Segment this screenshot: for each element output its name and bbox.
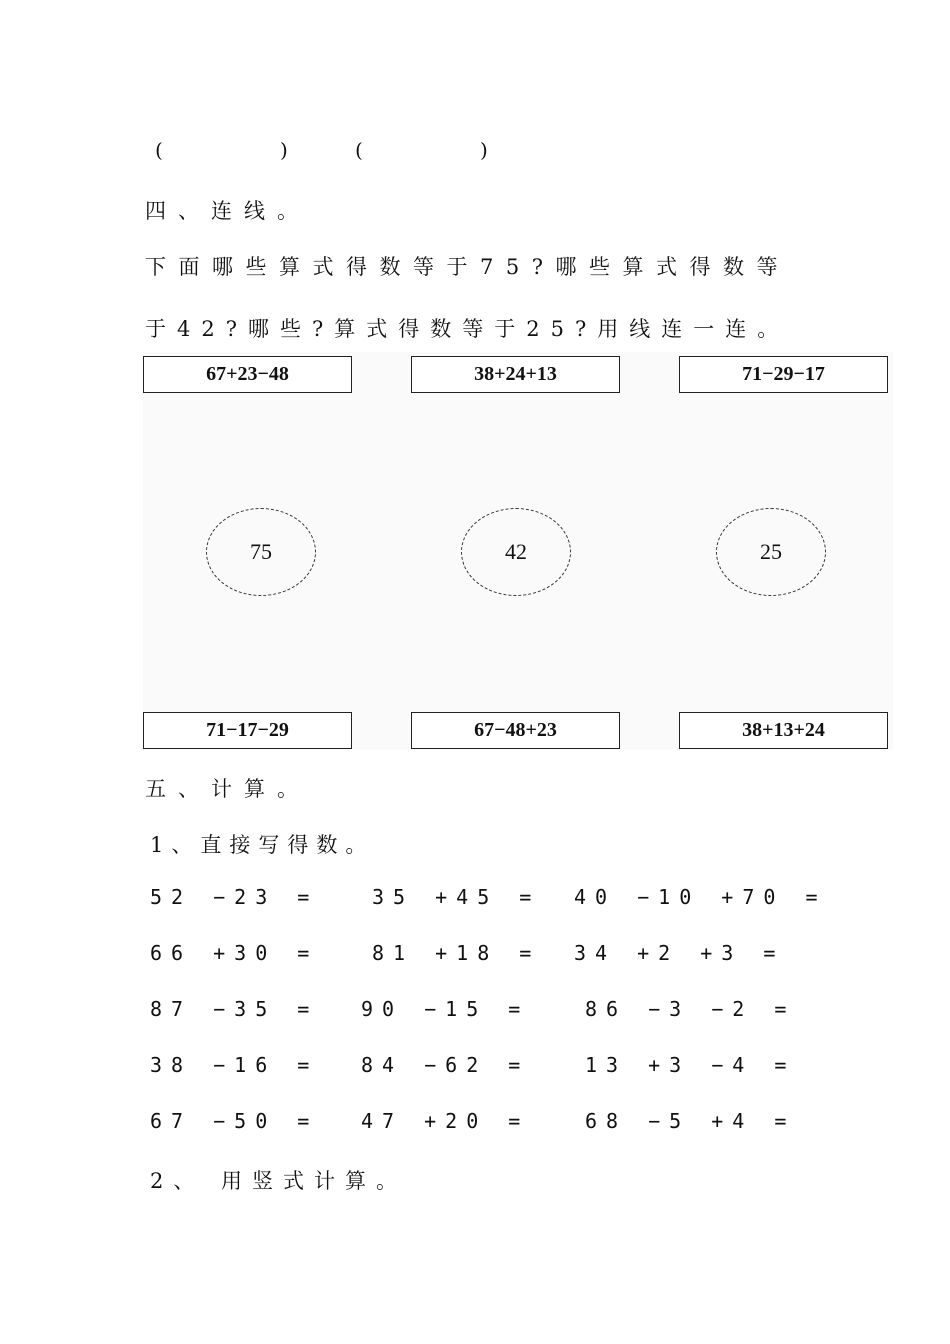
expression-box-bottom-3[interactable]: 38+13+24 (679, 712, 888, 749)
answer-paren-close-1: ) (280, 138, 288, 162)
section4-heading: 四、连线。 (145, 199, 310, 223)
answer-circle-42[interactable]: 42 (461, 508, 571, 596)
equation-r3-c2: 90 −15 = (361, 997, 530, 1021)
answer-paren-open-1: ( (155, 138, 163, 162)
section5-sub1: 1、直接写得数。 (150, 833, 375, 857)
section4-instruction-line1: 下面哪些算式得数等于75?哪些算式得数等 (145, 255, 790, 279)
equation-r1-c3: 40 −10 +70 = (574, 885, 827, 909)
equation-r5-c3: 68 −5 +4 = (585, 1109, 796, 1133)
answer-circle-75[interactable]: 75 (206, 508, 316, 596)
section5-sub2: 2、 用竖式计算。 (150, 1169, 408, 1193)
answer-circle-25[interactable]: 25 (716, 508, 826, 596)
section5-heading: 五、计算。 (145, 777, 310, 801)
equation-r5-c2: 47 +20 = (361, 1109, 530, 1133)
section4-instruction-line2: 于42?哪些?算式得数等于25?用线连一连。 (145, 317, 790, 341)
answer-paren-open-2: ( (355, 138, 363, 162)
answer-paren-close-2: ) (480, 138, 488, 162)
expression-box-top-2[interactable]: 38+24+13 (411, 356, 620, 393)
equation-r4-c2: 84 −62 = (361, 1053, 530, 1077)
equation-r3-c3: 86 −3 −2 = (585, 997, 796, 1021)
equation-r2-c1: 66 +30 = (150, 941, 319, 965)
equation-r5-c1: 67 −50 = (150, 1109, 319, 1133)
equation-r4-c1: 38 −16 = (150, 1053, 319, 1077)
equation-r3-c1: 87 −35 = (150, 997, 319, 1021)
expression-box-bottom-2[interactable]: 67−48+23 (411, 712, 620, 749)
equation-r2-c3: 34 +2 +3 = (574, 941, 785, 965)
equation-r4-c3: 13 +3 −4 = (585, 1053, 796, 1077)
expression-box-top-3[interactable]: 71−29−17 (679, 356, 888, 393)
expression-box-bottom-1[interactable]: 71−17−29 (143, 712, 352, 749)
equation-r2-c2: 81 +18 = (372, 941, 541, 965)
expression-box-top-1[interactable]: 67+23−48 (143, 356, 352, 393)
equation-r1-c1: 52 −23 = (150, 885, 319, 909)
equation-r1-c2: 35 +45 = (372, 885, 541, 909)
